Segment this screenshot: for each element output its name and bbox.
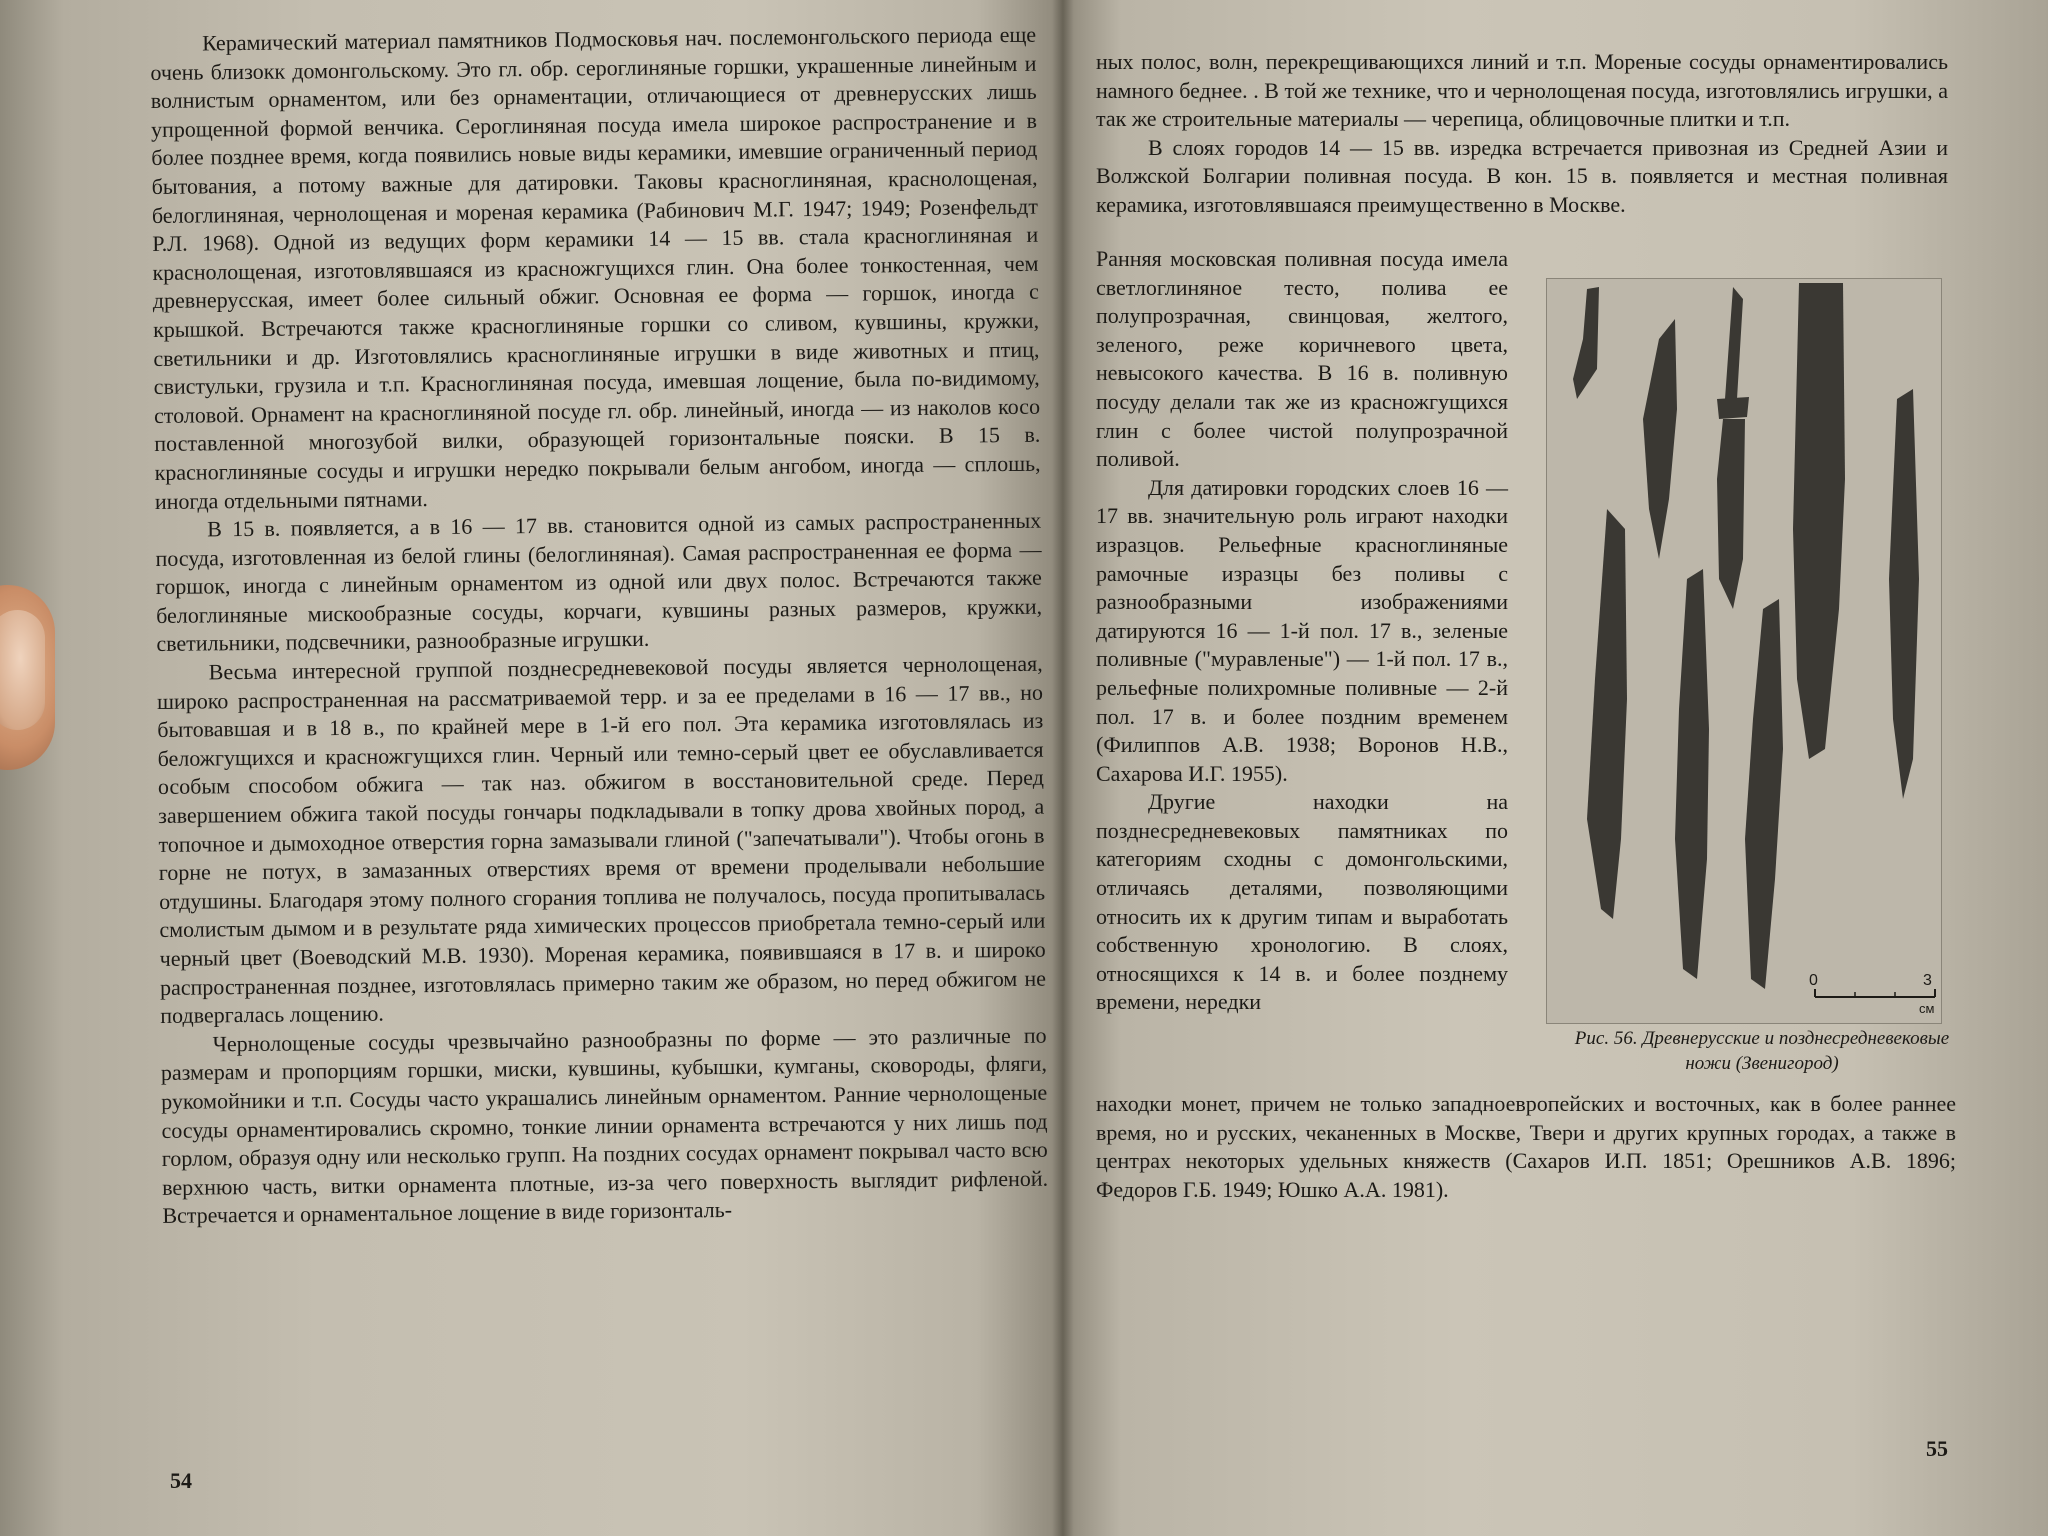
left-paragraph-1: Керамический материал памятников Подмосковья нач. послемонгольского периода еще очень близокк домонгольскому. Это гл. обр. сероглиняные горшки, украшенные линейным и волнистым орнаментом, или без орнаментации, отличающиеся от древнерусских лишь упрощенной формой венчика. Сероглиняная посуда имела широкое распространение и в более позднее время, когда появились новые виды керамики, имевшие ограниченный период бытования, а потому важные для датировки. Таковы красноглиняная, краснолощеная, белоглиняная, чернолощеная и мореная керамика (Рабинович М.Г. 1947; 1949; Розенфельдт Р.Л. 1968). Одной из ведущих форм керамики 14 — 15 вв. стала красноглиняная и краснолощеная, изготовлявшаяся из красножгущихся глин. Она более тонкостенная, чем древнерусская, имеет более сильный обжиг. Основная ее форма — горшок, иногда с крышкой. Встречаются также красноглиняные горшки со сливом, кувшины, кружки, светильники и др. Изготовлялись красноглиняные игрушки в виде животных и птиц, свистульки, грузила и т.п. Красноглиняная посуда, имевшая лощение, была по-видимому, столовой. Орнамент на красноглиняной посуде гл. обр. линейный, иногда — из наколов косо поставленной многозубой вилки, образующей горизонтальные пояски. В 15 в. красноглиняные сосуды и игрушки нередко покрывали белым ангобом, иногда — сплошь, иногда отдельными пятнами. — [150, 21, 1041, 514]
left-paragraph-3: Весьма интересной группой позднесредневековой посуды является чернолощеная, широко распространенная на рассматриваемой терр. и за ее пределами в 16 — 17 вв., но бытовавшая и в 18 в., по крайней мере в 1-й его пол. Эта керамика изготовлялась из беложгущихся и красножгущихся глин. Черный или темно-серый цвет ее обуславливается особым способом обжига — так наз. обжигом в восстановительной среде. Перед завершением обжига такой посуды гончары подкладывали в топку дрова хвойных пород, а топочное и дымоходное отверстия горна замазывали глиной ("запечатывали"). Чтобы огонь в горне не потух, в замазанных отверстиях время от времени проделывали небольшие отдушины. Благодаря этому полного сгорания топлива не получалось, посуда пропитывалась смолистым дымом и в результате ряда химических процессов приобретала темно-серый или черный цвет (Воеводский М.В. 1930). Мореная керамика, появившаяся в 17 в. и широко распространенная позднее, изготовлялась примерно таким же образом, но перед обжигом не подвергалась лощению. — [156, 650, 1047, 1029]
right-column-text — [1096, 245, 1508, 1017]
right-paragraph-1: ных полос, волн, перекрещивающихся линий и т.п. Мореные сосуды орнаментировались намного беднее. . В той же технике, что и чернолощеная посуда, изготовлялись игрушки, а так же строительные материалы — черепица, облицовочные плитки и т.п. — [1096, 49, 1948, 132]
knives-figure — [1546, 278, 1942, 1024]
right-column-paragraph-3: Другие находки на позднесредневековых памятниках по категориям сходны с домонгольскими, отличаясь деталями, позволяющими относить их к другим типам и выработать собственную хронологию. В слоях, относящихся к 14 в. и более позднему времени, нередки — [1096, 789, 1508, 1015]
right-paragraph-2: В слоях городов 14 — 15 вв. изредка встречается привозная из Средней Азии и Волжской Болгарии поливная посуда. В кон. 15 в. появляется и местная поливная керамика, изготовлявшаяся преимущественно в Москве. — [1096, 134, 1948, 217]
right-column-paragraph-1: Ранняя московская поливная посуда имела светлоглиняное тесто, полива ее полупрозрачная, свинцовая, желтого, зеленого, реже коричневого цвета, невысокого качества. В 16 в. поливную посуду делали так же из красножгущихся глин с более чистой полупрозрачной поливой. — [1096, 246, 1508, 472]
scale-label-start: 0 — [1809, 972, 1818, 989]
book-gutter — [1052, 0, 1074, 1536]
right-paragraph-4: находки монет, причем не только западноевропейских и восточных, как в более раннее время, но и русских, чеканенных в Москве, Твери и других крупных городах, а также в центрах некоторых удельных княжеств (Сахаров И.П. 1851; Орешников А.В. 1896; Федоров Г.Б. 1949; Юшко А.А. 1981). — [1096, 1091, 1956, 1202]
right-page-number: 55 — [1926, 1436, 1948, 1461]
figure-caption: Рис. 56. Древнерусские и позднесредневековые ножи (Звенигород) — [1574, 1028, 1950, 1074]
left-page-text — [150, 21, 1049, 1231]
left-page-number: 54 — [170, 1468, 192, 1493]
knives-photo — [1547, 279, 1941, 1023]
thumb-nail — [0, 610, 45, 730]
scale-unit: см — [1919, 1001, 1935, 1016]
right-column-paragraph-2: Для датировки городских слоев 16 — 17 вв. значительную роль играют находки изразцов. Рельефные красноглиняные рамочные изразцы без поливы с разнообразными изображениями датируются 16 — 1-й пол. 17 в., зеленые поливные ("муравленые") — 1-й пол. 17 в., рельефные полихромные поливные — 2-й пол. 17 в. и более поздним временем (Филиппов А.В. 1938; Воронов Н.В., Сахарова И.Г. 1955). — [1096, 474, 1508, 786]
scale-label-end: 3 — [1923, 972, 1932, 989]
right-top-text — [1096, 48, 1948, 220]
left-paragraph-2: В 15 в. появляется, а в 16 — 17 вв. становится одной из самых распространенных посуда, изготовленная из белой глины (белоглиняная). Самая распространенная ее форма — горшок, иногда с линейным орнаментом из одной или двух полос. Встречаются также белоглиняные мискообразные сосуды, корчаги, кувшины разных размеров, кружки, светильники, подсвечники, разнообразные игрушки. — [155, 507, 1043, 657]
right-bottom-text — [1096, 1090, 1956, 1204]
left-paragraph-4: Чернолощеные сосуды чрезвычайно разнообразны по форме — это различные по размерам и пропорциям горшки, миски, кувшины, кубышки, кумганы, сковороды, фляги, рукомойники и т.п. Сосуды часто украшались линейным орнаментом. Ранние чернолощеные сосуды орнаментировались скромно, тонкие линии орнамента встречаются у них лишь под горлом, образуя одну или несколько групп. На поздних сосудах орнамент покрывал часто всю верхнюю часть, витки орнамента плотные, из-за чего поверхность выглядит рифленой. Встречается и орнаментальное лощение в виде горизонталь- — [160, 1022, 1049, 1229]
